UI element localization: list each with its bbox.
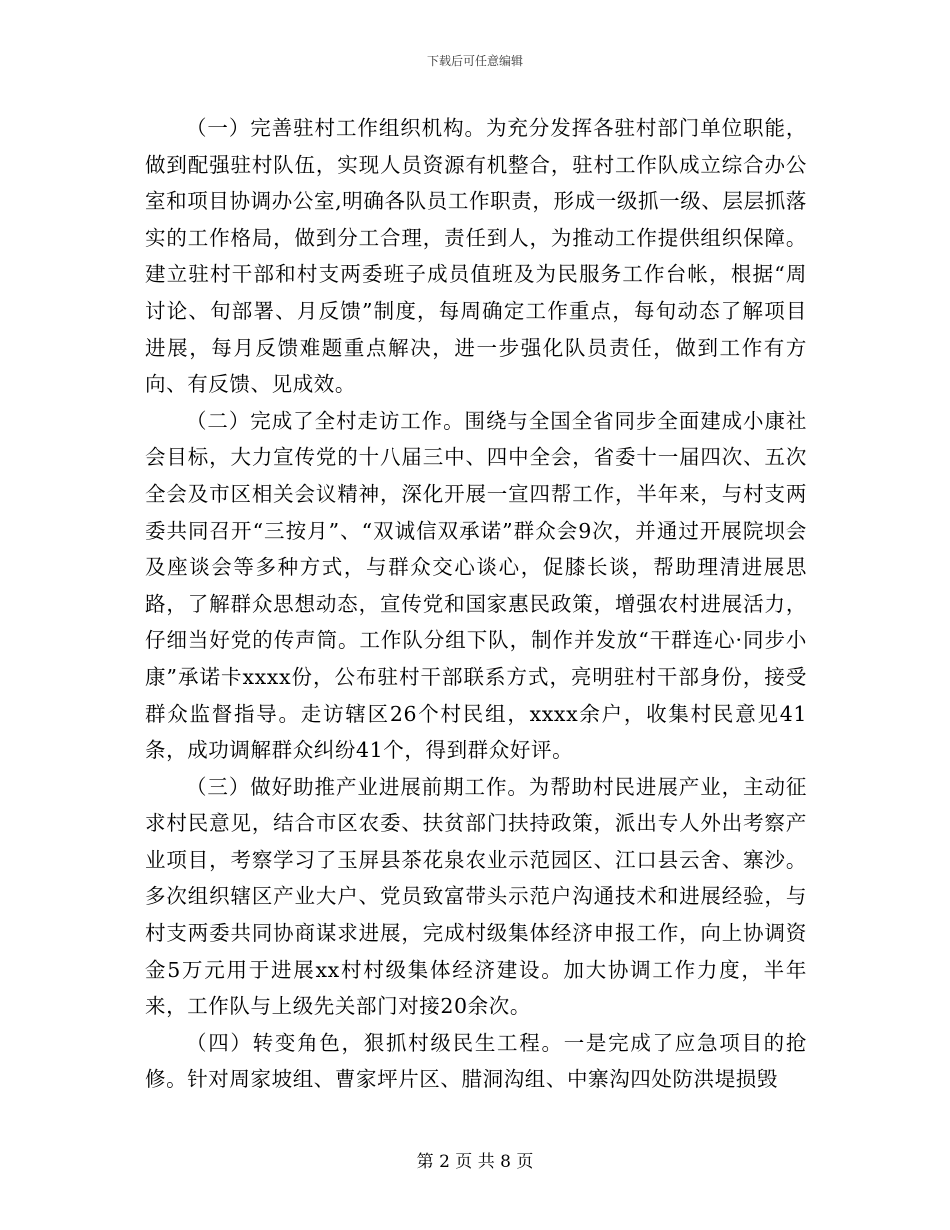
paragraph-3: （三）做好助推产业进展前期工作。为帮助村民进展产业，主动征求村民意见，结合市区农委、扶贫部门扶持政策，派出专人外出考察产业项目，考察学习了玉屏县茶花泉农业示范园区、江口县云舍、寨沙。多次组织辖区产业大户、党员致富带头示范户沟通技术和进展经验，与村支两委共同协商谋求进展，完成村级集体经济申报工作，向上协调资金5万元用于进展xx村村级集体经济建设。加大协调工作力度，半年来，工作队与上级先关部门对接20余次。 xyxy=(145,774,807,1019)
paragraph-4: （四）转变角色，狠抓村级民生工程。一是完成了应急项目的抢修。针对周家坡组、曹家坪片区、腊洞沟组、中寨沟四处防洪堤损毁 xyxy=(145,1030,807,1092)
header-note: 下载后可任意编辑 xyxy=(426,54,523,68)
paragraph-1: （一）完善驻村工作组织机构。为充分发挥各驻村部门单位职能，做到配强驻村队伍，实现人员资源有机整合，驻村工作队成立综合办公室和项目协调办公室,明确各队员工作职责，形成一级抓一级、层层抓落实的工作格局，做到分工合理，责任到人，为推动工作提供组织保障。建立驻村干部和村支两委班子成员值班及为民服务工作台帐，根据“周讨论、旬部署、月反馈”制度，每周确定工作重点，每旬动态了解项目进展，每月反馈难题重点解决，进一步强化队员责任，做到工作有方向、有反馈、见成效。 xyxy=(145,116,807,397)
page-number-footer: 第 2 页 共 8 页 xyxy=(416,1152,534,1172)
paragraph-2: （二）完成了全村走访工作。围绕与全国全省同步全面建成小康社会目标，大力宣传党的十八届三中、四中全会，省委十一届四次、五次全会及市区相关会议精神，深化开展一宣四帮工作，半年来，与村支两委共同召开“三按月”、“双诚信双承诺”群众会9次，并通过开展院坝会及座谈会等多种方式，与群众交心谈心，促膝长谈，帮助理清进展思路，了解群众思想动态，宣传党和国家惠民政策，增强农村进展活力，仔细当好党的传声筒。工作队分组下队，制作并发放“干群连心·同步小康”承诺卡xxxx份，公布驻村干部联系方式，亮明驻村干部身份，接受群众监督指导。走访辖区26个村民组，xxxx余户，收集村民意见41条，成功调解群众纠纷41个，得到群众好评。 xyxy=(145,408,807,763)
document-body xyxy=(145,110,807,1098)
